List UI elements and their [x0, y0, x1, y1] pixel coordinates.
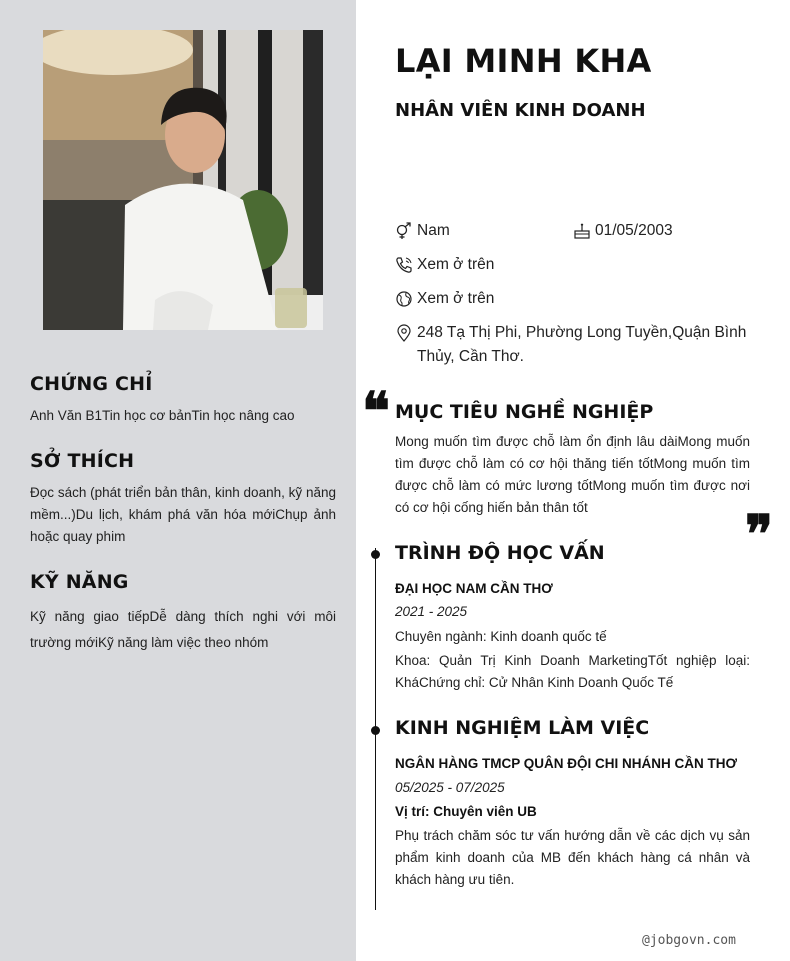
objective-title: MỤC TIÊU NGHỀ NGHIỆP	[395, 401, 654, 423]
phone-row	[395, 253, 735, 277]
address-row	[395, 321, 755, 371]
certificates-text: Anh Văn B1Tin học cơ bảnTin học nâng cao	[30, 408, 295, 423]
birthdate-value: 01/05/2003	[595, 222, 673, 239]
experience-position: Vị trí: Chuyên viên UB	[395, 804, 537, 819]
hobbies-title: SỞ THÍCH	[30, 450, 135, 472]
phone-icon	[395, 256, 413, 274]
job-title: NHÂN VIÊN KINH DOANH	[395, 100, 646, 121]
website-row	[395, 287, 735, 311]
education-school: ĐẠI HỌC NAM CẦN THƠ	[395, 581, 553, 596]
close-quote-mark: ❞	[745, 504, 773, 565]
cake-icon	[573, 222, 591, 240]
gender-value: Nam	[417, 222, 450, 239]
certificates-title: CHỨNG CHỈ	[30, 373, 153, 395]
education-period: 2021 - 2025	[395, 604, 468, 619]
experience-period: 05/2025 - 07/2025	[395, 780, 505, 795]
footer-watermark: @jobgovn.com	[642, 933, 736, 948]
education-title: TRÌNH ĐỘ HỌC VẤN	[395, 542, 605, 564]
timeline-dot-education	[371, 550, 380, 559]
profile-photo	[43, 30, 323, 330]
left-sidebar	[0, 0, 356, 961]
experience-description: Phụ trách chăm sóc tư vấn hướng dẫn về các dịch vụ sản phẩm kinh doanh của MB đến khách hàng cá nhân và khách hàng ưu tiên.	[395, 828, 750, 887]
experience-title: KINH NGHIỆM LÀM VIỆC	[395, 717, 650, 739]
website-value: Xem ở trên	[417, 290, 495, 307]
location-pin-icon	[395, 324, 413, 342]
hobbies-text: Đọc sách (phát triển bản thân, kinh doanh, kỹ năng mềm...)Du lịch, khám phá văn hóa mớiChụp ảnh hoặc quay phim	[30, 485, 336, 544]
birthdate-row	[573, 219, 753, 243]
gender-icon	[395, 222, 413, 240]
candidate-name: LẠI MINH KHA	[395, 42, 652, 80]
timeline-dot-experience	[371, 726, 380, 735]
objective-text: Mong muốn tìm được chỗ làm ổn định lâu dàiMong muốn tìm được chỗ làm có cơ hội thăng tiến tốtMong muốn tìm được chỗ làm có mức lương tốtMong muốn tìm được nơi có cơ hội cống hiến bản thân tốt	[395, 434, 750, 515]
experience-company: NGÂN HÀNG TMCP QUÂN ĐỘI CHI NHÁNH CẦN THƠ	[395, 756, 738, 771]
globe-icon	[395, 290, 413, 308]
open-quote-mark: ❝	[362, 381, 390, 442]
gender-row	[395, 219, 565, 243]
phone-value: Xem ở trên	[417, 256, 495, 273]
skills-title: KỸ NĂNG	[30, 571, 129, 593]
education-major: Chuyên ngành: Kinh doanh quốc tế	[395, 629, 607, 644]
address-value: 248 Tạ Thị Phi, Phường Long Tuyền,Quận Bình Thủy, Cần Thơ.	[417, 324, 747, 365]
education-details: Khoa: Quản Trị Kinh Doanh MarketingTốt nghiệp loại: KháChứng chỉ: Cử Nhân Kinh Doanh Quốc Tế	[395, 653, 750, 690]
skills-text: Kỹ năng giao tiếpDễ dàng thích nghi với môi trường mớiKỹ năng làm việc theo nhóm	[30, 609, 336, 650]
